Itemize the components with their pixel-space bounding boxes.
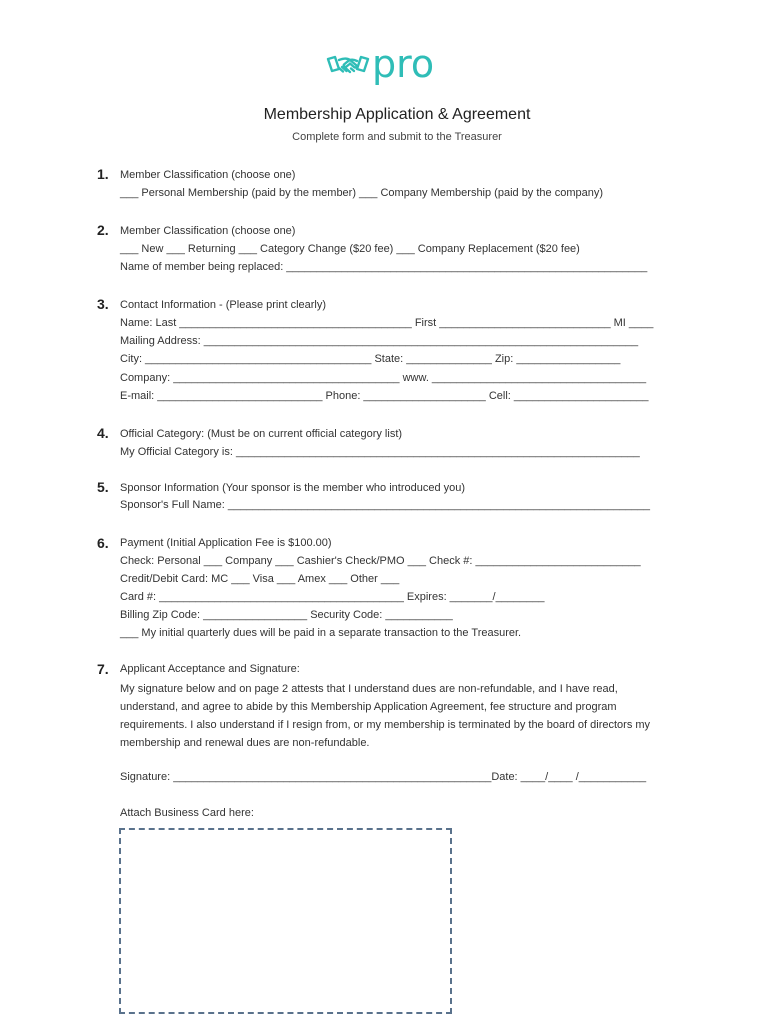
- billing-zip-security-field[interactable]: Billing Zip Code: _________________ Security Code: ___________: [120, 609, 453, 621]
- section-6-number: 6.: [97, 535, 109, 551]
- section-2-heading: Member Classification (choose one): [120, 225, 296, 237]
- section-1-number: 1.: [97, 166, 109, 182]
- email-phone-cell-field[interactable]: E-mail: ___________________________ Phone: ____________________ Cell: ______________________: [120, 390, 649, 402]
- section-3-heading: Contact Information - (Please print clearly): [120, 299, 327, 311]
- section-5-number: 5.: [97, 479, 109, 495]
- section-4-heading: Official Category: (Must be on current official category list): [120, 428, 403, 440]
- business-card-box: [119, 828, 452, 1014]
- page-title: Membership Application & Agreement: [263, 106, 531, 123]
- check-payment-field[interactable]: Check: Personal ___ Company ___ Cashier's Check/PMO ___ Check #: ___________________________: [120, 555, 641, 567]
- brand-logo: [326, 44, 434, 88]
- replaced-member-name-field[interactable]: Name of member being replaced: ___________________________________________________________: [120, 261, 648, 273]
- membership-type-field[interactable]: ___ Personal Membership (paid by the member) ___ Company Membership (paid by the company): [120, 187, 604, 199]
- business-card-label: Attach Business Card here:: [120, 807, 254, 819]
- handshake-icon: [326, 49, 370, 83]
- card-type-field[interactable]: Credit/Debit Card: MC ___ Visa ___ Amex ___ Other ___: [120, 573, 400, 585]
- section-4-number: 4.: [97, 425, 109, 441]
- section-1-heading: Member Classification (choose one): [120, 169, 296, 181]
- section-7-number: 7.: [97, 661, 109, 677]
- page-subtitle: Complete form and submit to the Treasurer: [292, 131, 502, 143]
- section-7-heading: Applicant Acceptance and Signature:: [120, 663, 300, 675]
- agreement-text: My signature below and on page 2 attests that I understand dues are non-refundable, and I have read, understand, and agree to abide by this Membership Application Agreement, fee structure and program requirements. I also understand if I resign from, or my membership is terminated by the board of directors my membership and renewal dues are non-refundable.: [120, 683, 651, 749]
- card-number-expires-field[interactable]: Card #: ________________________________________ Expires: _______/________: [120, 591, 545, 603]
- section-5-heading: Sponsor Information (Your sponsor is the member who introduced you): [120, 482, 466, 494]
- city-state-zip-field[interactable]: City: _____________________________________ State: ______________ Zip: _________________: [120, 353, 621, 365]
- classification-options-field[interactable]: ___ New ___ Returning ___ Category Change ($20 fee) ___ Company Replacement ($20 fee): [120, 243, 580, 255]
- signature-date-field[interactable]: Signature: ____________________________________________________Date: ____/____ /___________: [120, 771, 647, 783]
- company-www-field[interactable]: Company: _____________________________________ www. ___________________________________: [120, 372, 647, 384]
- section-3-number: 3.: [97, 296, 109, 312]
- brand-name: pro: [372, 42, 435, 86]
- sponsor-name-field[interactable]: Sponsor's Full Name: _____________________________________________________________________: [120, 499, 650, 511]
- name-field[interactable]: Name: Last ______________________________________ First ____________________________ MI ____: [120, 317, 654, 329]
- section-2-number: 2.: [97, 222, 109, 238]
- mailing-address-field[interactable]: Mailing Address: _______________________________________________________________________: [120, 335, 639, 347]
- official-category-field[interactable]: My Official Category is: __________________________________________________________________: [120, 446, 640, 458]
- section-6-heading: Payment (Initial Application Fee is $100.00): [120, 537, 332, 549]
- quarterly-dues-option[interactable]: ___ My initial quarterly dues will be paid in a separate transaction to the Treasurer.: [120, 627, 522, 639]
